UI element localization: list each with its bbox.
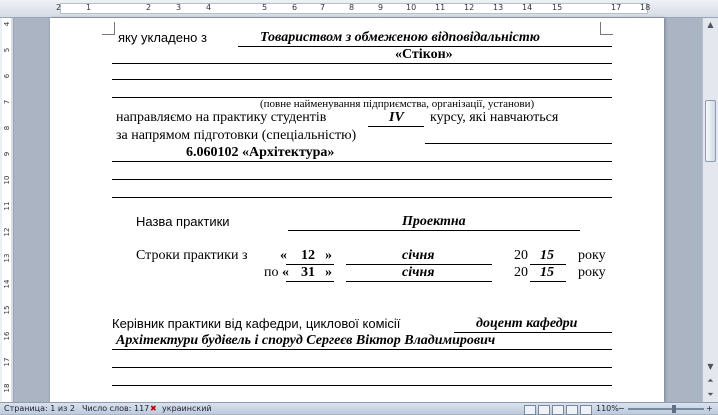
ruler-number: 7 [320,3,326,12]
scroll-up-icon[interactable]: ▲ [707,20,714,29]
ruler-number: 6 [292,3,298,12]
language-indicator[interactable]: украинский [162,404,212,413]
quote-close: » [325,248,332,263]
fill-line [112,179,612,180]
ruler-number: 7 [3,99,11,105]
supervisor-value-cont: Архітектури будівель і споруд Сергеєв Віктор Владимирович [116,333,496,348]
ruler-number: 11 [3,201,11,211]
ruler-number: 11 [435,3,446,12]
terms-label: Строки практики з [136,248,248,263]
ruler-number: 13 [3,253,11,263]
organization-name-cont: «Стікон» [395,47,453,62]
crop-mark [600,22,613,35]
status-bar [0,402,718,414]
year-prefix: 20 [514,265,528,280]
horizontal-ruler[interactable] [0,0,718,18]
page-count[interactable]: Страница: 1 из 2 [4,404,75,413]
supervisor-value: доцент кафедри [476,316,578,331]
from-month: січня [402,248,435,263]
ruler-number: 13 [493,3,504,12]
scrollbar-thumb[interactable] [705,100,716,162]
to-prefix: по [264,265,279,280]
ruler-number: 2 [146,3,152,12]
practice-value: Проектна [402,214,466,229]
fill-line [346,281,492,282]
supervisor-label: Керівник практики від кафедри, циклової комісії [112,316,401,331]
organization-name: Товариством з обмеженою відповідальністю [260,30,540,45]
ruler-number: 4 [206,3,212,12]
ruler-number: 10 [3,175,11,185]
zoom-slider-knob[interactable] [672,405,676,413]
direct-text: направляємо на практику студентів [116,110,327,125]
ruler-number: 15 [3,305,11,315]
zoom-in-icon[interactable]: + [706,404,713,413]
ruler-number: 3 [176,3,182,12]
year-prefix: 20 [514,248,528,263]
ruler-number: 5 [3,47,11,53]
fill-line [425,143,612,144]
fill-line [112,385,612,386]
year-suffix: року [578,265,606,280]
specialty-value: 6.060102 «Архітектура» [186,145,335,160]
next-page-icon[interactable]: ⏷ [707,390,714,399]
ruler-number: 16 [3,331,11,341]
scroll-down-icon[interactable]: ▼ [707,362,714,371]
zoom-out-icon[interactable]: − [618,404,625,413]
to-day: 31 [301,265,315,280]
from-year: 15 [540,248,554,263]
fill-line [530,281,566,282]
crop-mark [102,22,115,35]
fill-line [112,367,612,368]
organization-caption: (повне найменування підприємства, організації, установи) [260,98,535,110]
vertical-ruler[interactable] [0,18,14,402]
practice-label: Назва практики [136,214,230,229]
ruler-number: 4 [3,21,11,27]
ruler-number: 14 [522,3,533,12]
course-value: IV [389,110,404,125]
word-count[interactable]: Число слов: 117 [82,404,150,413]
fill-line [286,281,334,282]
ruler-number: 18 [640,3,651,12]
vertical-scrollbar[interactable] [702,18,718,402]
ruler-number: 8 [349,3,355,12]
ruler-number: 5 [262,3,268,12]
ruler-number: 17 [611,3,622,12]
ruler-number: 9 [378,3,384,12]
ruler-number: 12 [464,3,475,12]
ruler-number: 2 [56,3,62,12]
fill-line [112,63,612,64]
fill-line [288,230,580,231]
ruler-number: 14 [3,279,11,289]
from-day: 12 [301,248,315,263]
ruler-number: 9 [3,151,11,157]
fill-line [112,197,612,198]
to-month: січня [402,265,435,280]
document-page[interactable] [50,18,664,402]
ruler-number: 17 [3,357,11,367]
prev-page-icon[interactable]: ⏶ [707,376,714,385]
zoom-level[interactable]: 110% [596,404,619,413]
ruler-number: 12 [3,227,11,237]
ruler-number: 18 [3,383,11,393]
ruler-number: 8 [3,125,11,131]
quote-close: » [325,265,332,280]
specialty-text: за напрямом підготовки (спеціальністю) [116,128,357,143]
ruler-number: 10 [406,3,417,12]
contract-prefix: яку укладено з [118,30,207,45]
quote-open: « [282,265,289,280]
ruler-number: 1 [86,3,92,12]
fill-line [368,126,424,127]
fill-line [112,349,612,350]
ruler-number: 6 [3,73,11,79]
ruler-number: 15 [552,3,563,12]
year-suffix: року [578,248,606,263]
quote-open: « [280,248,287,263]
spellcheck-icon[interactable]: ✖ [150,404,157,413]
zoom-slider[interactable] [628,408,704,410]
fill-line [112,161,612,162]
to-year: 15 [540,265,554,280]
course-text: курсу, які навчаються [430,110,559,125]
fill-line [112,79,612,80]
